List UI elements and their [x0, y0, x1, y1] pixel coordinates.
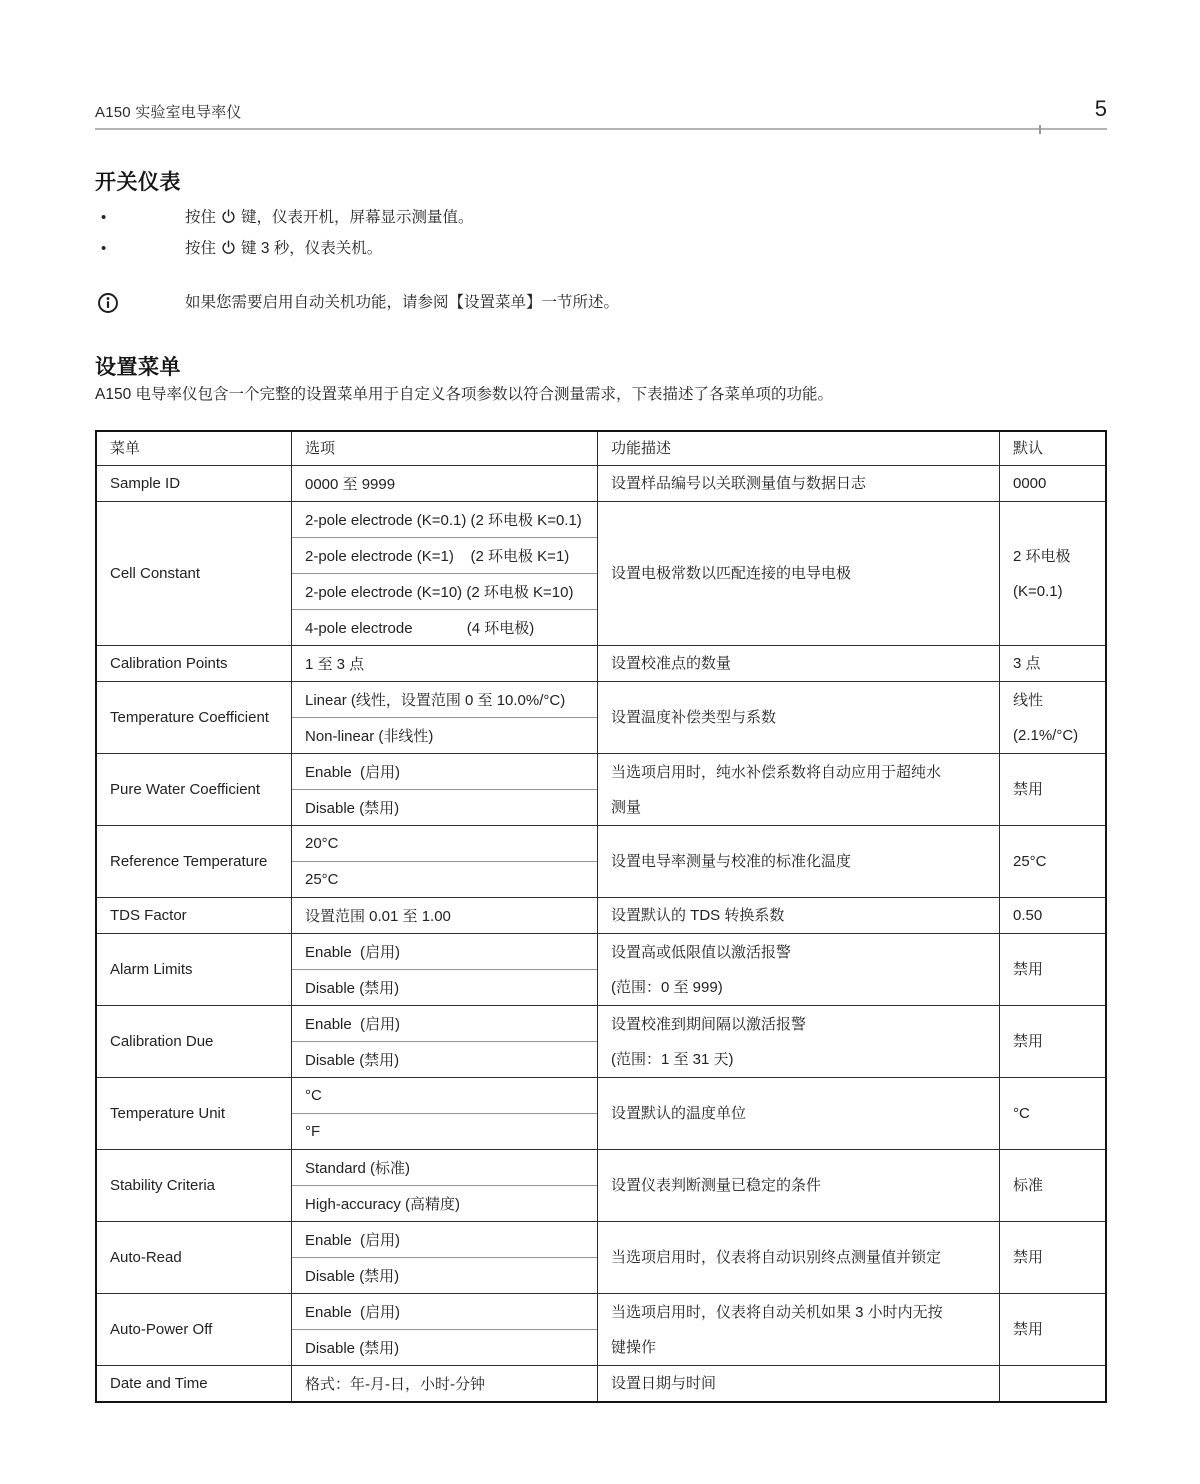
option-item: 20°C	[305, 835, 339, 852]
table-row	[97, 1365, 1105, 1401]
description-cell	[597, 826, 999, 897]
menu-label: Stability Criteria	[110, 1177, 216, 1194]
menu-intro: A150 电导率仪包含一个完整的设置菜单用于自定义各项参数以符合测量需求，下表描述了各菜单项的功能。	[95, 386, 834, 403]
option-item: Non-linear (非线性)	[292, 717, 597, 753]
bullet-text	[185, 240, 382, 257]
menu-cell	[97, 934, 291, 1005]
options-cell	[291, 502, 597, 645]
table-row	[97, 465, 1105, 501]
table-row	[97, 501, 1105, 645]
default-cell	[999, 826, 1105, 897]
table-header-row	[97, 432, 1105, 465]
description-cell	[597, 1078, 999, 1149]
description-line: 当选项启用时，纯水补偿系数将自动应用于超纯水	[611, 763, 942, 781]
table-row	[97, 1077, 1105, 1149]
default-line: °C	[1013, 1105, 1030, 1122]
column-header	[999, 432, 1105, 465]
default-line: 3 点	[1013, 655, 1041, 672]
options-cell	[291, 754, 597, 825]
default-line: 2 环电极	[1013, 547, 1071, 565]
menu-label: Temperature Coefficient	[110, 709, 269, 726]
option-item: Enable (启用)	[305, 1232, 401, 1249]
default-line: 0.50	[1013, 907, 1043, 924]
description-cell	[597, 898, 999, 933]
menu-cell	[97, 1294, 291, 1365]
default-line: 标准	[1013, 1177, 1044, 1194]
description-line: 测量	[611, 798, 642, 816]
default-cell	[999, 1222, 1105, 1293]
menu-cell	[97, 682, 291, 753]
section-heading-menu: 设置菜单	[95, 356, 181, 379]
options-cell	[291, 898, 597, 933]
option-item: Disable (禁用)	[292, 1329, 597, 1365]
default-line: 禁用	[1013, 1249, 1044, 1266]
default-cell	[999, 682, 1105, 753]
menu-label: Alarm Limits	[110, 961, 193, 978]
info-note-text: 如果您需要启用自动关机功能，请参阅【设置菜单】一节所述。	[185, 294, 620, 311]
bullet-text-pre: 按住	[185, 240, 217, 257]
options-cell	[291, 1078, 597, 1149]
menu-cell	[97, 826, 291, 897]
option-item: 2-pole electrode (K=0.1) (2 环电极 K=0.1)	[305, 512, 582, 529]
menu-label: Sample ID	[110, 475, 181, 492]
options-cell	[291, 1366, 597, 1401]
option-item: Enable (启用)	[305, 1304, 401, 1321]
power-icon	[221, 240, 236, 255]
menu-label: Auto-Power Off	[110, 1321, 213, 1338]
options-cell	[291, 466, 597, 501]
default-cell	[999, 466, 1105, 501]
option-item: Standard (标准)	[305, 1160, 411, 1177]
option-item: Enable (启用)	[305, 944, 401, 961]
options-cell	[291, 826, 597, 897]
option-item: 25°C	[292, 861, 597, 897]
description-line: 设置高或低限值以激活报警	[611, 943, 792, 961]
menu-cell	[97, 502, 291, 645]
description-cell	[597, 934, 999, 1005]
description-line: 设置校准点的数量	[611, 655, 732, 672]
description-line: 键操作	[611, 1338, 657, 1356]
description-cell	[597, 754, 999, 825]
option-item: Disable (禁用)	[292, 969, 597, 1005]
description-cell	[597, 682, 999, 753]
default-cell	[999, 1294, 1105, 1365]
default-line: 禁用	[1013, 1321, 1044, 1338]
default-cell	[999, 1366, 1105, 1401]
list-item	[95, 202, 1107, 233]
default-cell	[999, 646, 1105, 681]
option-item: Disable (禁用)	[292, 789, 597, 825]
column-header-label: 默认	[1013, 440, 1044, 457]
default-cell	[999, 1150, 1105, 1221]
menu-cell	[97, 898, 291, 933]
default-cell	[999, 934, 1105, 1005]
menu-label: TDS Factor	[110, 907, 187, 924]
header-rule-tick	[1039, 125, 1041, 134]
column-header-label: 功能描述	[611, 440, 672, 457]
description-line: (范围：1 至 31 天)	[611, 1050, 734, 1068]
menu-cell	[97, 1078, 291, 1149]
table-row	[97, 1293, 1105, 1365]
column-header	[597, 432, 999, 465]
default-line: 线性	[1013, 691, 1044, 709]
default-line: 禁用	[1013, 781, 1044, 798]
bullet-text-post: 键 3 秒，仪表关机。	[241, 240, 383, 257]
default-cell	[999, 502, 1105, 645]
menu-label: Temperature Unit	[110, 1105, 226, 1122]
options-cell	[291, 934, 597, 1005]
default-cell	[999, 1078, 1105, 1149]
default-cell	[999, 898, 1105, 933]
table-row	[97, 645, 1105, 681]
info-note	[95, 291, 1107, 315]
description-line: 当选项启用时，仪表将自动关机如果 3 小时内无按	[611, 1303, 943, 1321]
option-item: 2-pole electrode (K=1) (2 环电极 K=1)	[292, 537, 597, 573]
table-row	[97, 1149, 1105, 1221]
header-rule	[95, 128, 1107, 130]
column-header-label: 选项	[305, 440, 336, 457]
description-line: 设置仪表判断测量已稳定的条件	[611, 1177, 822, 1194]
description-cell	[597, 646, 999, 681]
column-header	[291, 432, 597, 465]
bullet-text-pre: 按住	[185, 209, 217, 226]
bullet-list	[95, 202, 1107, 264]
options-cell	[291, 1006, 597, 1077]
default-cell	[999, 754, 1105, 825]
bullet-text-post: 键，仪表开机，屏幕显示测量值。	[241, 209, 474, 226]
menu-label: Pure Water Coefficient	[110, 781, 261, 798]
description-cell	[597, 466, 999, 501]
menu-cell	[97, 1222, 291, 1293]
description-cell	[597, 1006, 999, 1077]
menu-cell	[97, 1006, 291, 1077]
options-cell	[291, 1150, 597, 1221]
table-row	[97, 933, 1105, 1005]
option-item: 格式：年-月-日，小时-分钟	[305, 1376, 485, 1393]
document-header	[95, 96, 1107, 122]
menu-label: Reference Temperature	[110, 853, 268, 870]
default-line: 25°C	[1013, 853, 1047, 870]
option-item: Disable (禁用)	[292, 1041, 597, 1077]
menu-cell	[97, 1150, 291, 1221]
section-heading-power: 开关仪表	[95, 171, 181, 194]
default-cell	[999, 1006, 1105, 1077]
table-row	[97, 897, 1105, 933]
options-cell	[291, 682, 597, 753]
option-item: 0000 至 9999	[305, 476, 396, 493]
menu-label: Auto-Read	[110, 1249, 182, 1266]
option-item: Disable (禁用)	[292, 1257, 597, 1293]
option-item: Linear (线性，设置范围 0 至 10.0%/°C)	[305, 692, 566, 709]
options-cell	[291, 646, 597, 681]
page-number: 5	[1094, 96, 1107, 121]
column-header	[97, 432, 291, 465]
table-row	[97, 825, 1105, 897]
default-line: 禁用	[1013, 1033, 1044, 1050]
description-line: 设置校准到期间隔以激活报警	[611, 1015, 807, 1033]
bullet-text	[185, 209, 474, 226]
option-item: High-accuracy (高精度)	[292, 1185, 597, 1221]
description-cell	[597, 1366, 999, 1401]
bullet-dot: •	[101, 240, 107, 257]
description-line: 设置样品编号以关联测量值与数据日志	[611, 475, 867, 492]
description-line: (范围：0 至 999)	[611, 978, 723, 996]
description-line: 设置默认的 TDS 转换系数	[611, 907, 785, 924]
description-line: 设置温度补偿类型与系数	[611, 709, 777, 726]
menu-label: Cell Constant	[110, 565, 201, 582]
description-line: 设置默认的温度单位	[611, 1105, 747, 1122]
menu-label: Calibration Due	[110, 1033, 214, 1050]
default-line: (2.1%/°C)	[1013, 726, 1079, 744]
description-line: 设置日期与时间	[611, 1375, 717, 1392]
table-row	[97, 753, 1105, 825]
option-item: °C	[305, 1087, 322, 1104]
default-line: 禁用	[1013, 961, 1044, 978]
option-item: Enable (启用)	[305, 764, 401, 781]
option-item: 设置范围 0.01 至 1.00	[305, 908, 451, 925]
description-cell	[597, 1294, 999, 1365]
menu-cell	[97, 466, 291, 501]
menu-label: Calibration Points	[110, 655, 228, 672]
option-item: 2-pole electrode (K=10) (2 环电极 K=10)	[292, 573, 597, 609]
description-line: 设置电导率测量与校准的标准化温度	[611, 853, 852, 870]
options-cell	[291, 1222, 597, 1293]
option-item: 4-pole electrode (4 环电极)	[292, 609, 597, 645]
menu-cell	[97, 1366, 291, 1401]
menu-cell	[97, 646, 291, 681]
column-header-label: 菜单	[110, 440, 141, 457]
bullet-dot: •	[101, 209, 107, 226]
power-icon	[221, 209, 236, 224]
option-item: Enable (启用)	[305, 1016, 401, 1033]
list-item	[95, 233, 1107, 264]
description-cell	[597, 502, 999, 645]
table-row	[97, 1221, 1105, 1293]
description-cell	[597, 1222, 999, 1293]
settings-table	[95, 430, 1107, 1403]
info-icon	[97, 292, 119, 314]
menu-label: Date and Time	[110, 1375, 208, 1392]
description-line: 当选项启用时，仪表将自动识别终点测量值并锁定	[611, 1249, 942, 1266]
default-line: (K=0.1)	[1013, 582, 1063, 600]
default-line: 0000	[1013, 475, 1047, 492]
options-cell	[291, 1294, 597, 1365]
menu-cell	[97, 754, 291, 825]
option-item: 1 至 3 点	[305, 656, 365, 673]
description-cell	[597, 1150, 999, 1221]
table-row	[97, 681, 1105, 753]
option-item: °F	[292, 1113, 597, 1149]
description-line: 设置电极常数以匹配连接的电导电极	[611, 565, 852, 582]
table-row	[97, 1005, 1105, 1077]
doc-title: A150 实验室电导率仪	[95, 104, 242, 121]
